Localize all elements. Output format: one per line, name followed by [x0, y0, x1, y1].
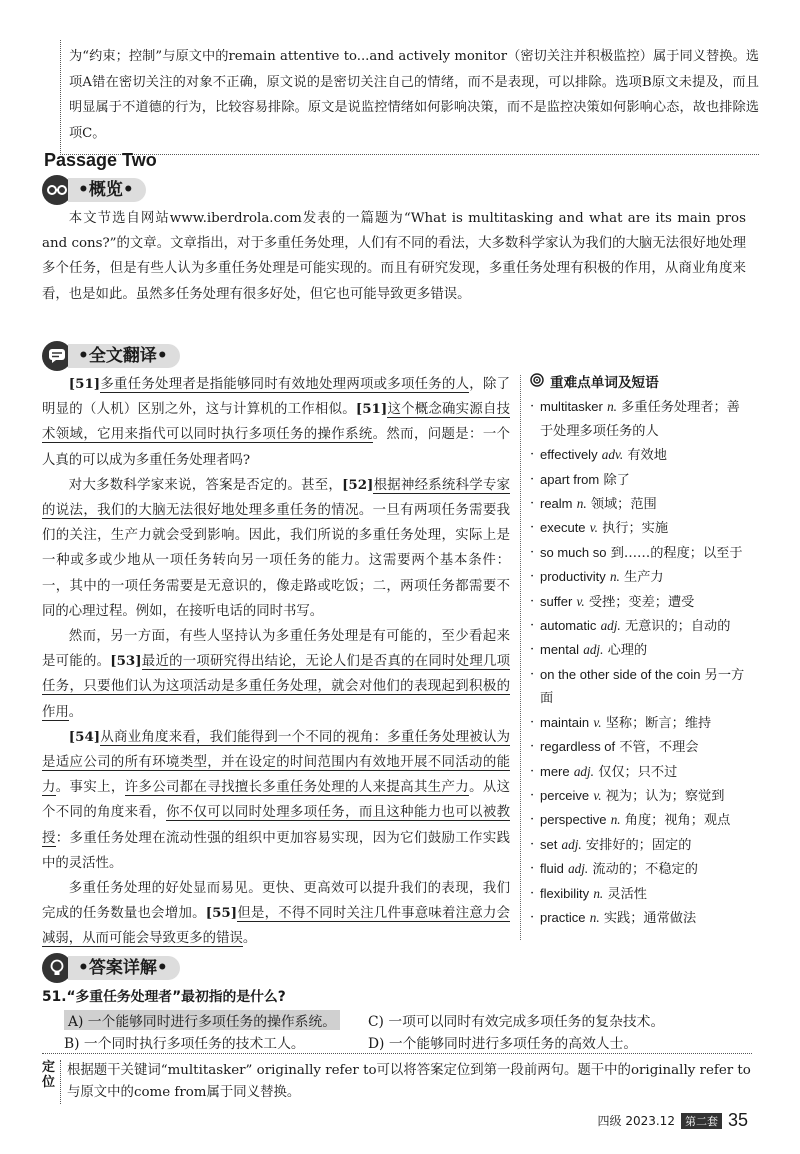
vocab-item — [530, 468, 750, 492]
translation-label: •全文翻译• — [68, 344, 180, 368]
key-sentence: 从商业角度来看，我们能得到一个不同的视角：多重任务处理被认为是适应公司的所有环境类型，并在设定的时间范围内有效地开展不同活动的能力 — [42, 729, 510, 796]
plain-text: 。从这个不同的角度来看， — [42, 780, 511, 821]
vocab-item — [530, 590, 750, 614]
vocab-word: practice — [540, 909, 586, 925]
vocab-definition: 除了 — [603, 472, 630, 488]
vocab-pos: adj. — [600, 618, 621, 634]
vocab-pos: n. — [589, 909, 600, 925]
translation-paragraph-3 — [42, 624, 510, 725]
vocab-definition: 生产力 — [624, 570, 664, 586]
key-sentence: 最近的一项研究得出结论，无论人们是否真的在同时处理几项任务，只要他们认为这项活动是多重任务处理，就会对他们的表现起到积极的作用 — [42, 654, 510, 720]
translation-paragraph-1 — [42, 372, 510, 473]
vocab-item — [530, 784, 750, 808]
vocab-definition: 仅仅；只不过 — [598, 764, 678, 780]
question-marker: [51] — [355, 401, 388, 418]
plain-text: ：多重任务处理在流动性强的组织中更加容易实现，因为它们鼓励工作实践中的灵活性。 — [42, 830, 511, 871]
vocab-definition: 领域；范围 — [590, 497, 657, 513]
question-marker: [53] — [110, 653, 142, 670]
vocab-word: effectively — [540, 447, 598, 463]
vocab-definition: 受挫；变差；遭受 — [588, 594, 695, 610]
answers-header — [42, 954, 180, 982]
vocab-definition: 到……的程度；以至于 — [610, 545, 743, 561]
vocab-word: suffer — [540, 593, 573, 609]
vocab-word: regardless of — [540, 739, 616, 755]
vocab-item — [530, 541, 750, 565]
vocab-word: realm — [540, 496, 573, 512]
key-sentence: 但是，不得不同时关注几件事意味着注意力会减弱，从而可能会导致更多的错误 — [42, 906, 511, 947]
vocab-definition: 不管，不理会 — [619, 740, 699, 756]
vocab-item — [530, 663, 750, 711]
vocab-word: mental — [540, 642, 580, 658]
vocab-definition: 无意识的；自动的 — [624, 619, 731, 635]
vocab-pos: adj. — [568, 861, 589, 877]
translation-paragraph-2 — [42, 473, 510, 624]
vocab-item — [530, 516, 750, 540]
plain-text: 。然而，问题是：一个人真的可以成为多重任务处理者吗? — [42, 427, 510, 468]
prev-explanation-box — [60, 40, 759, 155]
plain-text: 。一旦有两项任务需要我们的关注，生产力就会受到影响。因此，我们所说的多重任务处理，实际上是一种或多或少地从一项任务转向另一项任务的能力。这需要两个基本条件：一，其中的一项任务需要是无意识的，像走路或吃饭；二，两项任务都需要不同的心理过程。例如，在接听电话的同时书写。 — [42, 503, 511, 619]
vocab-pos: n. — [609, 569, 620, 585]
plain-text: 。 — [68, 704, 83, 720]
vocab-definition: 心理的 — [607, 643, 648, 659]
footer-label: 四级 2023.12 — [597, 1114, 675, 1128]
translation-header — [42, 342, 180, 370]
vocab-item — [530, 760, 750, 784]
vocab-pos: n. — [576, 496, 587, 512]
vocab-item — [530, 735, 750, 759]
vocab-definition: 另一方面 — [540, 667, 745, 707]
question-51: 51.“多重任务处理者”最初指的是什么? — [42, 989, 286, 1005]
vocab-definition: 坚称；断言；维持 — [605, 715, 712, 731]
option-d: D) 一个能够同时进行多项任务的高效人士。 — [368, 1036, 638, 1052]
vocab-pos: adj. — [573, 763, 594, 779]
vocab-item — [530, 906, 750, 930]
plain-text: 多重任务处理的好处显而易见。更快、更高效可以提升我们的表现，我们完成的任务数量也会增加。 — [42, 881, 510, 922]
translation-body — [42, 372, 510, 952]
vocab-pos: n. — [607, 399, 617, 415]
vocab-word: apart from — [540, 471, 600, 487]
key-sentence: 根据神经系统科学专家的说法，我们的大脑无法很好地处理多重任务的情况 — [42, 477, 511, 519]
vocab-title-text: 重难点单词及短语 — [550, 375, 659, 391]
vocab-word: automatic — [540, 618, 597, 634]
location-box — [42, 1053, 752, 1104]
vocab-pos: v. — [593, 787, 602, 803]
vocab-item — [530, 882, 750, 906]
vocab-definition: 视为；认为；察觉到 — [605, 788, 725, 804]
vocab-word: flexibility — [540, 885, 590, 901]
vocab-title — [530, 372, 750, 395]
vocab-panel — [530, 372, 750, 930]
plain-text: 对大多数科学家来说，答案是否定的。甚至， — [68, 477, 343, 493]
plain-text: 然而，另一方面，有些人坚持认为多重任务处理是有可能的，至少看起来是可能的。 — [42, 629, 510, 670]
prev-explanation-text: 为“约束；控制”与原文中的remain attentive to...and actively monitor（密切关注并积极监控）属于同义替换。选项A错在密切关注的对象不正确，原文说的是密切关注自己的情绪，而不是表现，可以排除。选项B原文未提及，而且明显属于不道德的行为，比较容易排除。原文是说监控情绪如何影响决策，而不是监控决策如何影响心态，故也排除选项C。 — [69, 49, 759, 141]
answers-label: •答案详解• — [68, 956, 180, 980]
question-marker: [52] — [342, 476, 374, 493]
page-number: 35 — [727, 1110, 748, 1130]
vocab-pos: v. — [593, 714, 602, 730]
plain-text: 。事实上， — [55, 780, 125, 796]
translation-paragraph-5 — [42, 876, 510, 952]
translation-paragraph-4 — [42, 725, 510, 876]
vocab-word: maintain — [540, 714, 590, 730]
location-text: 根据题干关键词“multitasker” originally refer to可以将答案定位到第一段前两句。题干中的originally refer to与原文中的come from属于同义替换。 — [60, 1060, 752, 1104]
vocab-item — [530, 565, 750, 589]
option-a-correct: A) 一个能够同时进行多项任务的操作系统。 — [64, 1010, 340, 1030]
vocab-pos: n. — [593, 885, 604, 901]
vocab-definition: 角度；视角；观点 — [624, 813, 731, 829]
vocab-word: mere — [540, 763, 570, 779]
vocab-definition: 实践；通常做法 — [603, 910, 697, 926]
vocab-item — [530, 711, 750, 735]
vocab-definition: 多重任务处理者；善于处理多项任务的人 — [540, 400, 740, 439]
key-sentence: 你不仅可以同时处理多项任务，而且这种能力也可以被教授 — [42, 805, 510, 846]
vocab-word: fluid — [540, 861, 564, 877]
option-b: B) 一个同时执行多项任务的技术工人。 — [64, 1036, 305, 1052]
question-marker: [55] — [205, 905, 238, 922]
question-marker: [54] — [68, 728, 101, 745]
vocab-word: so much so — [540, 544, 607, 560]
key-sentence: 多重任务处理者是指能够同时有效地处理两项或多项任务的人 — [100, 377, 470, 392]
issue-tag: 第二套 — [681, 1113, 722, 1129]
vocab-pos: adv. — [601, 447, 624, 463]
option-c: C) 一项可以同时有效完成多项任务的复杂技术。 — [368, 1014, 665, 1030]
vocab-pos: adj. — [583, 642, 604, 658]
column-divider — [520, 375, 521, 940]
vocab-word: productivity — [540, 569, 606, 585]
key-sentence: 许多公司都在寻找擅长多重任务处理的人来提高其生产力 — [124, 780, 470, 796]
question-marker: [51] — [68, 376, 101, 392]
vocab-definition: 流动的；不稳定的 — [592, 862, 698, 878]
vocab-item — [530, 614, 750, 638]
vocab-word: perspective — [540, 812, 607, 828]
vocab-word: perceive — [540, 787, 590, 803]
vocab-pos: v. — [589, 520, 598, 536]
vocab-definition: 有效地 — [627, 448, 667, 464]
vocab-item — [530, 638, 750, 662]
vocab-word: multitasker — [540, 399, 603, 415]
overview-text: 本文节选自网站www.iberdrola.com发表的一篇题为“What is multitasking and what are its main pros and cons?”的文章。文章指出，对于多重任务处理，人们有不同的看法，大多数科学家认为我们的大脑无法很好地处理多个任务，但是有些人认为多重任务处理是可能实现的。而且有研究发现，多重任务处理有积极的作用，从商业角度来看，也是如此。虽然多任务处理有很多好处，但它也可能导致更多错误。 — [42, 211, 746, 302]
vocab-pos: n. — [610, 812, 621, 828]
vocab-item — [530, 492, 750, 516]
key-sentence: 这个概念确实源自技术领域，它用来指代可以同时执行多项任务的操作系统 — [42, 402, 511, 443]
plain-text: 。 — [242, 931, 257, 947]
vocab-word: execute — [540, 520, 586, 536]
vocab-word: set — [540, 836, 558, 852]
vocab-list — [530, 395, 750, 930]
vocab-pos: adj. — [561, 836, 582, 852]
vocab-item — [530, 443, 750, 467]
vocab-definition: 执行；实施 — [602, 521, 669, 537]
target-icon — [530, 372, 544, 395]
vocab-definition: 安排好的；固定的 — [585, 837, 692, 853]
vocab-definition: 灵活性 — [607, 886, 647, 902]
vocab-pos: v. — [576, 593, 585, 609]
overview-label: •概览• — [68, 178, 146, 202]
passage-title: Passage Two — [44, 150, 157, 170]
location-label: 定位 — [42, 1060, 56, 1090]
vocab-item — [530, 808, 750, 832]
overview-header — [42, 176, 146, 204]
vocab-item — [530, 395, 750, 443]
vocab-item — [530, 857, 750, 881]
page-footer — [598, 1110, 748, 1131]
vocab-word: on the other side of the coin — [540, 666, 701, 682]
vocab-item — [530, 833, 750, 857]
plain-text: ，除了明显的（人机）区别之外，这与计算机的工作相似。 — [42, 377, 510, 418]
